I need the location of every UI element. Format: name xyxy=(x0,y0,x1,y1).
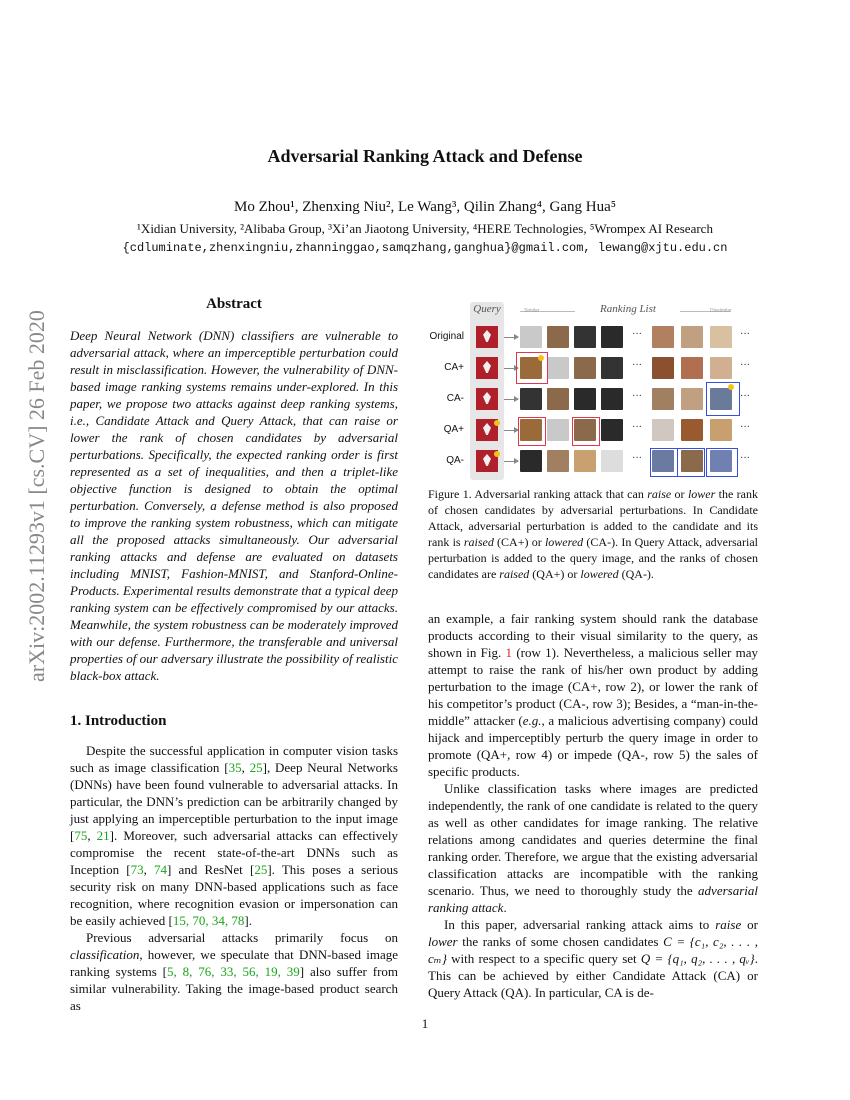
ellipsis: ··· xyxy=(740,422,750,433)
candidate-image xyxy=(652,326,674,348)
ranking-list-label: Ranking List xyxy=(600,303,656,315)
author-list: Mo Zhou¹, Zhenxing Niu², Le Wang³, Qilin Zhang⁴, Gang Hua⁵ xyxy=(234,199,616,215)
ellipsis: ··· xyxy=(740,360,750,371)
candidate-image xyxy=(547,450,569,472)
candidate-image xyxy=(574,388,596,410)
row-label-0: Original xyxy=(429,331,464,342)
highlight-box xyxy=(650,448,678,477)
perturbation-icon xyxy=(538,355,544,361)
ellipsis: ··· xyxy=(740,329,750,340)
row-label-2: CA- xyxy=(446,393,464,404)
candidate-image xyxy=(710,326,732,348)
right-paragraph-1: an example, a fair ranking system should rank the database products according to their visual similarity to the query, as shown in Fig. 1 (row 1). Nevertheless, a malicious seller may attempt to raise the rank of his/her own product by adding perturbation to the image (CA+, row 2), or lower the rank of his competitor’s product (CA-, row 3); Besides, a “man-in-the-middle” attacker (e.g., a malicious advertising company) could hijack and imperceptibly perturb the query image in order to promote (QA+, row 4) or impede (QA-, row 5) the sales of specific products. xyxy=(428,611,758,779)
perturbation-icon xyxy=(728,384,734,390)
highlight-box xyxy=(572,417,600,446)
candidate-image xyxy=(652,419,674,441)
query-image xyxy=(476,388,498,410)
candidate-image xyxy=(710,357,732,379)
candidate-image xyxy=(547,357,569,379)
citation-link[interactable]: 15, 70, 34, 78 xyxy=(172,913,245,928)
candidate-image xyxy=(681,419,703,441)
candidate-image xyxy=(574,357,596,379)
arrow-icon xyxy=(504,337,518,338)
candidate-image xyxy=(681,388,703,410)
right-column-body xyxy=(428,610,758,1001)
arrow-icon xyxy=(504,461,518,462)
ellipsis: ··· xyxy=(632,391,642,402)
right-paragraph-3: In this paper, adversarial ranking attack aims to raise or lower the ranks of some chosen candidates C = {c₁, c₂, . . . , cₘ} with respect to a specific query set Q = {q₁, q₂, . . . , qᵥ}. This can be achieved by either Candidate Attack (CA) or Query Attack (QA). In particular, CA is de- xyxy=(428,917,759,1000)
ellipsis: ··· xyxy=(632,360,642,371)
candidate-image xyxy=(601,419,623,441)
candidate-image xyxy=(652,388,674,410)
query-label: Query xyxy=(473,303,501,315)
abstract-heading: Abstract xyxy=(206,296,262,312)
intro-paragraph-2: Previous adversarial attacks primarily focus on classification, however, we speculate that DNN-based image ranking systems [5, 8, 76, 33, 56, 19, 39] also suffer from similar vulnerability. Taking the image-based product search as xyxy=(70,930,399,1013)
similar-label: Similar xyxy=(524,308,540,314)
highlight-box xyxy=(706,448,738,477)
candidate-image xyxy=(710,419,732,441)
candidate-image xyxy=(547,419,569,441)
intro-paragraph-1: Despite the successful application in computer vision tasks such as image classification [35, 25], Deep Neural Networks (DNNs) have been found vulnerable to adversarial attacks. In particular, the DNN’s prediction can be arbitrarily changed by just applying an imperceptible perturbation to the input image [75, 21]. Moreover, such adversarial attacks can effectively compromise the recent state-of-the-art DNNs such as Inception [73, 74] and ResNet [25]. This poses a serious security risk on many DNN-based applications such as face recognition, where recognition evasion or impersonation can be easily achieved [15, 70, 34, 78]. xyxy=(70,743,399,928)
citation-link[interactable]: 74 xyxy=(154,862,168,877)
arxiv-sidebar xyxy=(4,292,49,682)
perturbation-icon xyxy=(494,451,500,457)
candidate-image xyxy=(681,357,703,379)
figure-1 xyxy=(428,300,758,480)
candidate-image xyxy=(601,357,623,379)
perturbation-icon xyxy=(494,420,500,426)
ellipsis: ··· xyxy=(632,453,642,464)
ellipsis: ··· xyxy=(740,391,750,402)
abstract-body: Deep Neural Network (DNN) classifiers are vulnerable to adversarial attack, where an imperceptible perturbation could result in misclassification. However, the vulnerability of DNN-based image ranking systems remains under-explored. In this paper, we propose two attacks against deep ranking systems, i.e., Candidate Attack and Query Attack, that can raise or lower the rank of chosen candidates by adversarial perturbations. Specifically, the expected ranking order is first represented as a set of inequalities, and then a triplet-like objective function is designed to obtain the optimal perturbation. Conversely, a defense method is also proposed to improve the ranking system robustness, which can mitigate all the proposed attacks simultaneously. Our adversarial ranking attacks and defense are evaluated on datasets including MNIST, Fashion-MNIST, and Stanford-Online-Products. Experimental results demonstrate that a typical deep ranking system can be effectively compromised by our attacks. Meanwhile, the system robustness can be moderately improved with our defense. Furthermore, the transferable and universal properties of our adversary illustrate the possibility of realistic black-box attack. xyxy=(70,328,398,683)
citation-link[interactable]: 5, 8, 76, 33, 56, 19, 39 xyxy=(166,964,300,979)
candidate-image xyxy=(681,326,703,348)
author-emails: {cdluminate,zhenxingniu,zhanninggao,samqzhang,ganghua}@gmail.com, lewang@xjtu.edu.cn xyxy=(122,241,728,255)
candidate-image xyxy=(547,388,569,410)
candidate-image xyxy=(601,450,623,472)
candidate-image xyxy=(520,388,542,410)
arxiv-id: arXiv:2002.11293v1 [cs.CV] 26 Feb 2020 xyxy=(24,310,49,682)
ellipsis: ··· xyxy=(632,329,642,340)
citation-link[interactable]: 21 xyxy=(96,828,110,843)
query-image xyxy=(476,357,498,379)
highlight-box xyxy=(518,417,546,446)
introduction-heading: 1. Introduction xyxy=(70,713,167,729)
highlight-box xyxy=(706,382,740,416)
candidate-image xyxy=(574,326,596,348)
citation-link[interactable]: 75 xyxy=(74,828,88,843)
page-number: 1 xyxy=(421,1016,429,1031)
citation-link[interactable]: 35 xyxy=(228,760,242,775)
candidate-image xyxy=(574,450,596,472)
candidate-image xyxy=(547,326,569,348)
highlight-box xyxy=(677,448,705,477)
citation-link[interactable]: 73 xyxy=(130,862,144,877)
arrow-icon xyxy=(504,430,518,431)
candidate-image xyxy=(520,326,542,348)
affiliations: ¹Xidian University, ²Alibaba Group, ³Xi’an Jiaotong University, ⁴HERE Technologies, ⁵Wrompex AI Research xyxy=(137,221,713,236)
row-label-4: QA- xyxy=(446,455,464,466)
arrow-icon xyxy=(504,399,518,400)
right-paragraph-2: Unlike classification tasks where images are predicted independently, the rank of one candidate is related to the query as well as other candidates for image ranking. The relative relations among candidates and queries determine the final ranking order. Therefore, we argue that the existing adversarial classification attacks are incompatible with the ranking scenario. Thus, we need to thoroughly study the adversarial ranking attack. xyxy=(428,781,758,915)
row-label-3: QA+ xyxy=(443,424,464,435)
candidate-image xyxy=(601,326,623,348)
query-image xyxy=(476,326,498,348)
candidate-image xyxy=(520,450,542,472)
citation-link[interactable]: 25 xyxy=(254,862,268,877)
figure-1-caption: Figure 1. Adversarial ranking attack that can raise or lower the rank of chosen candidates by adversarial perturbations. In Candidate Attack, adversarial perturbation is added to the candidate and its rank is raised (CA+) or lowered (CA-). In Query Attack, adversarial perturbation is added to the query image, and the ranks of chosen candidates are raised (QA+) or lowered (QA-). xyxy=(428,487,759,581)
figure-reference-link[interactable]: 1 xyxy=(505,645,513,660)
dissimilar-label: Dissimilar xyxy=(710,308,732,314)
citation-link[interactable]: 25 xyxy=(249,760,263,775)
row-label-1: CA+ xyxy=(444,362,464,373)
candidate-image xyxy=(601,388,623,410)
introduction-body xyxy=(70,742,398,1014)
paper-title: Adversarial Ranking Attack and Defense xyxy=(267,146,583,166)
candidate-image xyxy=(652,357,674,379)
ellipsis: ··· xyxy=(632,422,642,433)
ellipsis: ··· xyxy=(740,453,750,464)
